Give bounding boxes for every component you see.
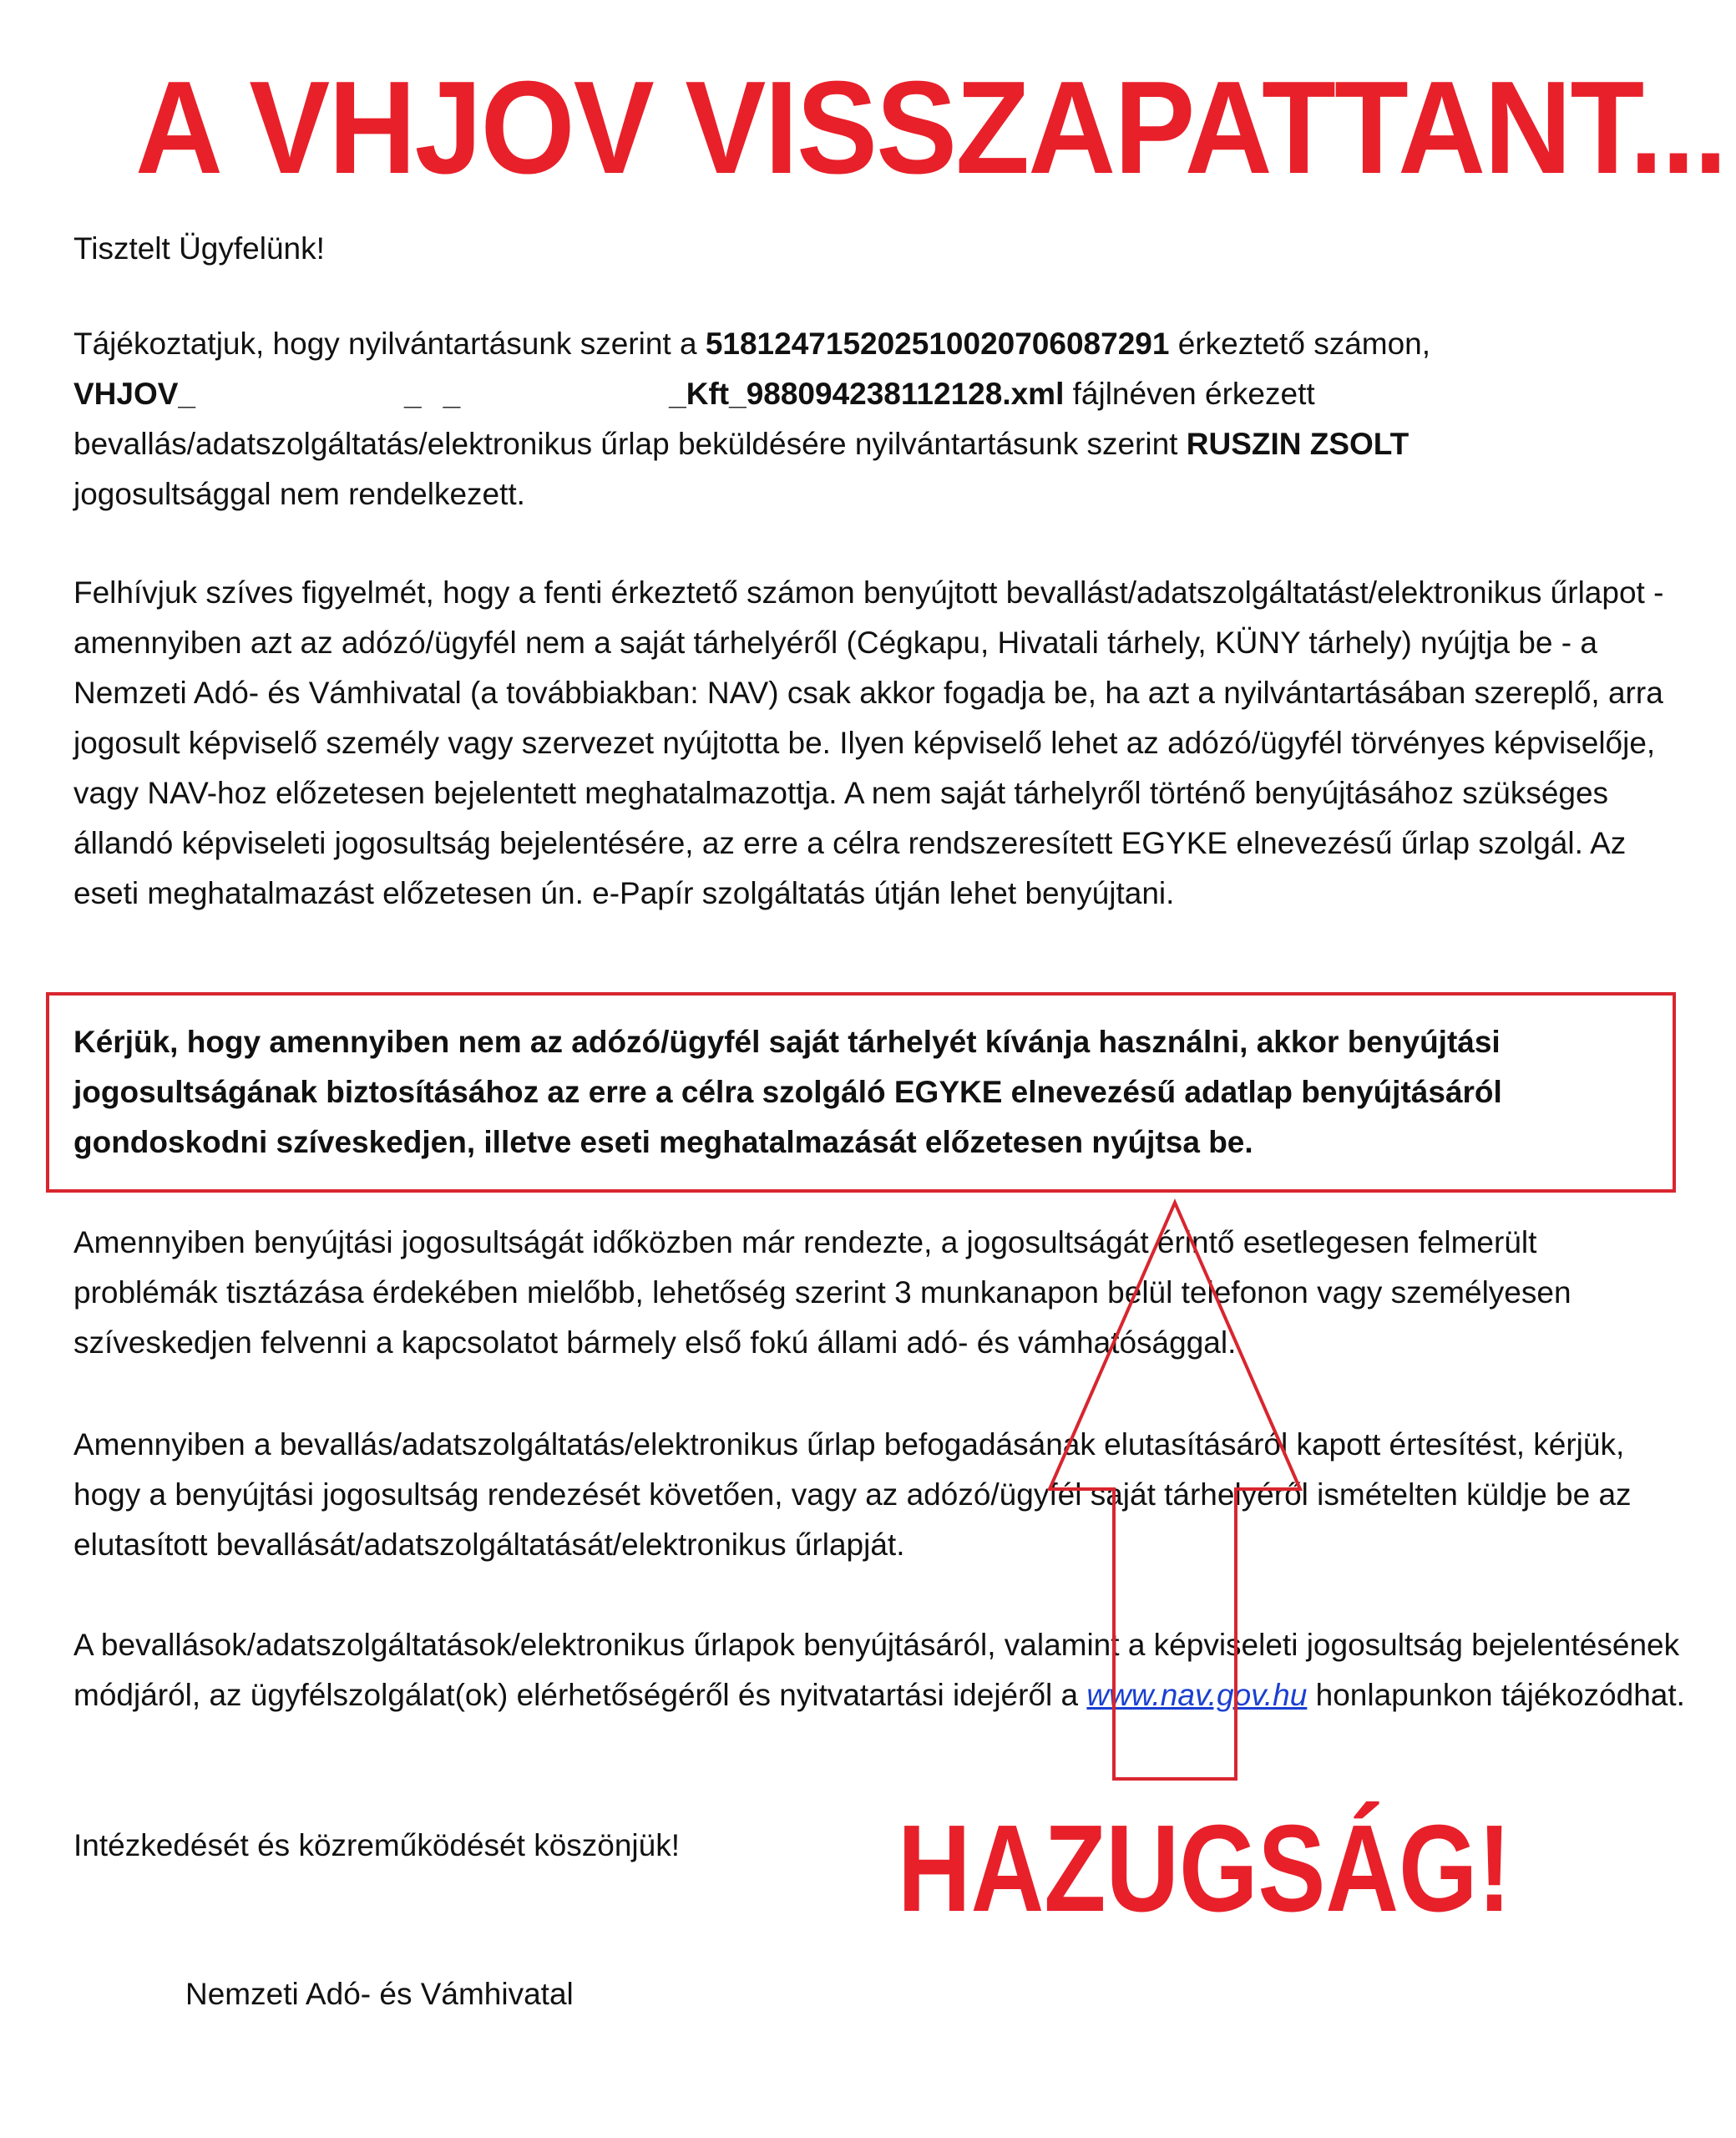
paragraph-intro xyxy=(73,319,1685,519)
lie-stamp: HAZUGSÁG! xyxy=(898,1800,1511,1938)
filename-mid-1: _ xyxy=(404,377,422,411)
greeting: Tisztelt Ügyfelünk! xyxy=(73,231,325,266)
intro-text-2: érkeztető számon, xyxy=(1169,327,1431,361)
intro-text-1: Tájékoztatjuk, hogy nyilvántartásunk szerint a xyxy=(73,327,706,361)
person-name: RUSZIN ZSOLT xyxy=(1186,427,1410,461)
filename-mid-2: _ xyxy=(443,377,461,411)
nav-website-link[interactable]: www.nav.gov.hu xyxy=(1086,1678,1308,1712)
paragraph-resubmit: Amennyiben a bevallás/adatszolgáltatás/elektronikus űrlap befogadásának elutasításáról kapott értesítést, kérjük, hogy a benyújtási jogosultság rendezését követően, vagy az adózó/ügyfél saját tárhelyéről ismételten küldje be az elutasított bevallását/adatszolgáltatását/elektronikus űrlapját. xyxy=(73,1427,1632,1562)
paragraph-contact: Amennyiben benyújtási jogosultságát időközben már rendezte, a jogosultságát érintő esetlegesen felmerült problémák tisztázása érdekében mielőbb, lehetőség szerint 3 munkanapon belül telefonon vagy személyesen szíveskedjen felvenni a kapcsolatot bármely első fokú állami adó- és vámhatósággal. xyxy=(73,1225,1572,1360)
headline: A VHJOV VISSZAPATTANT... xyxy=(135,54,1726,201)
filename-start: VHJOV_ xyxy=(73,377,196,411)
intro-line-4: jogosultsággal nem rendelkezett. xyxy=(73,477,525,511)
arrival-number: 518124715202510020706087291 xyxy=(705,327,1170,361)
intro-line-3: bevallás/adatszolgáltatás/elektronikus űrlap beküldésére nyilvántartásunk szerint xyxy=(73,427,1187,461)
paragraph-notice: Felhívjuk szíves figyelmét, hogy a fenti érkeztető számon benyújtott bevallást/adatszolgáltatást/elektronikus űrlapot - amennyiben azt az adózó/ügyfél nem a saját tárhelyéről (Cégkapu, Hivatali tárhely, KÜNY tárhely) nyújtja be - a Nemzeti Adó- és Vámhivatal (a továbbiakban: NAV) csak akkor fogadja be, ha azt a nyilvántartásában szereplő, arra jogosult képviselő személy vagy szervezet nyújtotta be. Ilyen képviselő lehet az adózó/ügyfél törvényes képviselője, vagy NAV-hoz előzetesen bejelentett meghatalmazottja. A nem saját tárhelyről történő benyújtásához szükséges állandó képviseleti jogosultság bejelentésére, az erre a célra rendszeresített EGYKE elnevezésű űrlap szolgál. Az eseti meghatalmazást előzetesen ún. e-Papír szolgáltatás útján lehet benyújtani. xyxy=(73,575,1664,910)
highlight-text: Kérjük, hogy amennyiben nem az adózó/ügyfél saját tárhelyét kívánja használni, akkor benyújtási jogosultságának biztosításához az erre a célra szolgáló EGYKE elnevezésű adatlap benyújtásáról gondoskodni szíveskedjen, illetve eseti meghatalmazását előzetesen nyújtsa be. xyxy=(73,1025,1502,1159)
closing-text: Intézkedését és közreműködését köszönjük! xyxy=(73,1828,680,1862)
intro-text-3: fájlnéven érkezett xyxy=(1064,377,1315,411)
signature: Nemzeti Adó- és Vámhivatal xyxy=(185,1977,574,2011)
info-text-1: A bevallások/adatszolgáltatások/elektronikus űrlapok benyújtásáról, valamint a képviseleti jogosultság bejelentésének módjáról, az ügyfélszolgálat(ok) elérhetőségéről és nyitvatartási idejéről a xyxy=(73,1628,1680,1712)
paragraph-info xyxy=(73,1620,1685,1720)
info-text-2: honlapunkon tájékozódhat. xyxy=(1307,1678,1685,1712)
filename-end: _Kft_988094238112128.xml xyxy=(669,377,1065,411)
